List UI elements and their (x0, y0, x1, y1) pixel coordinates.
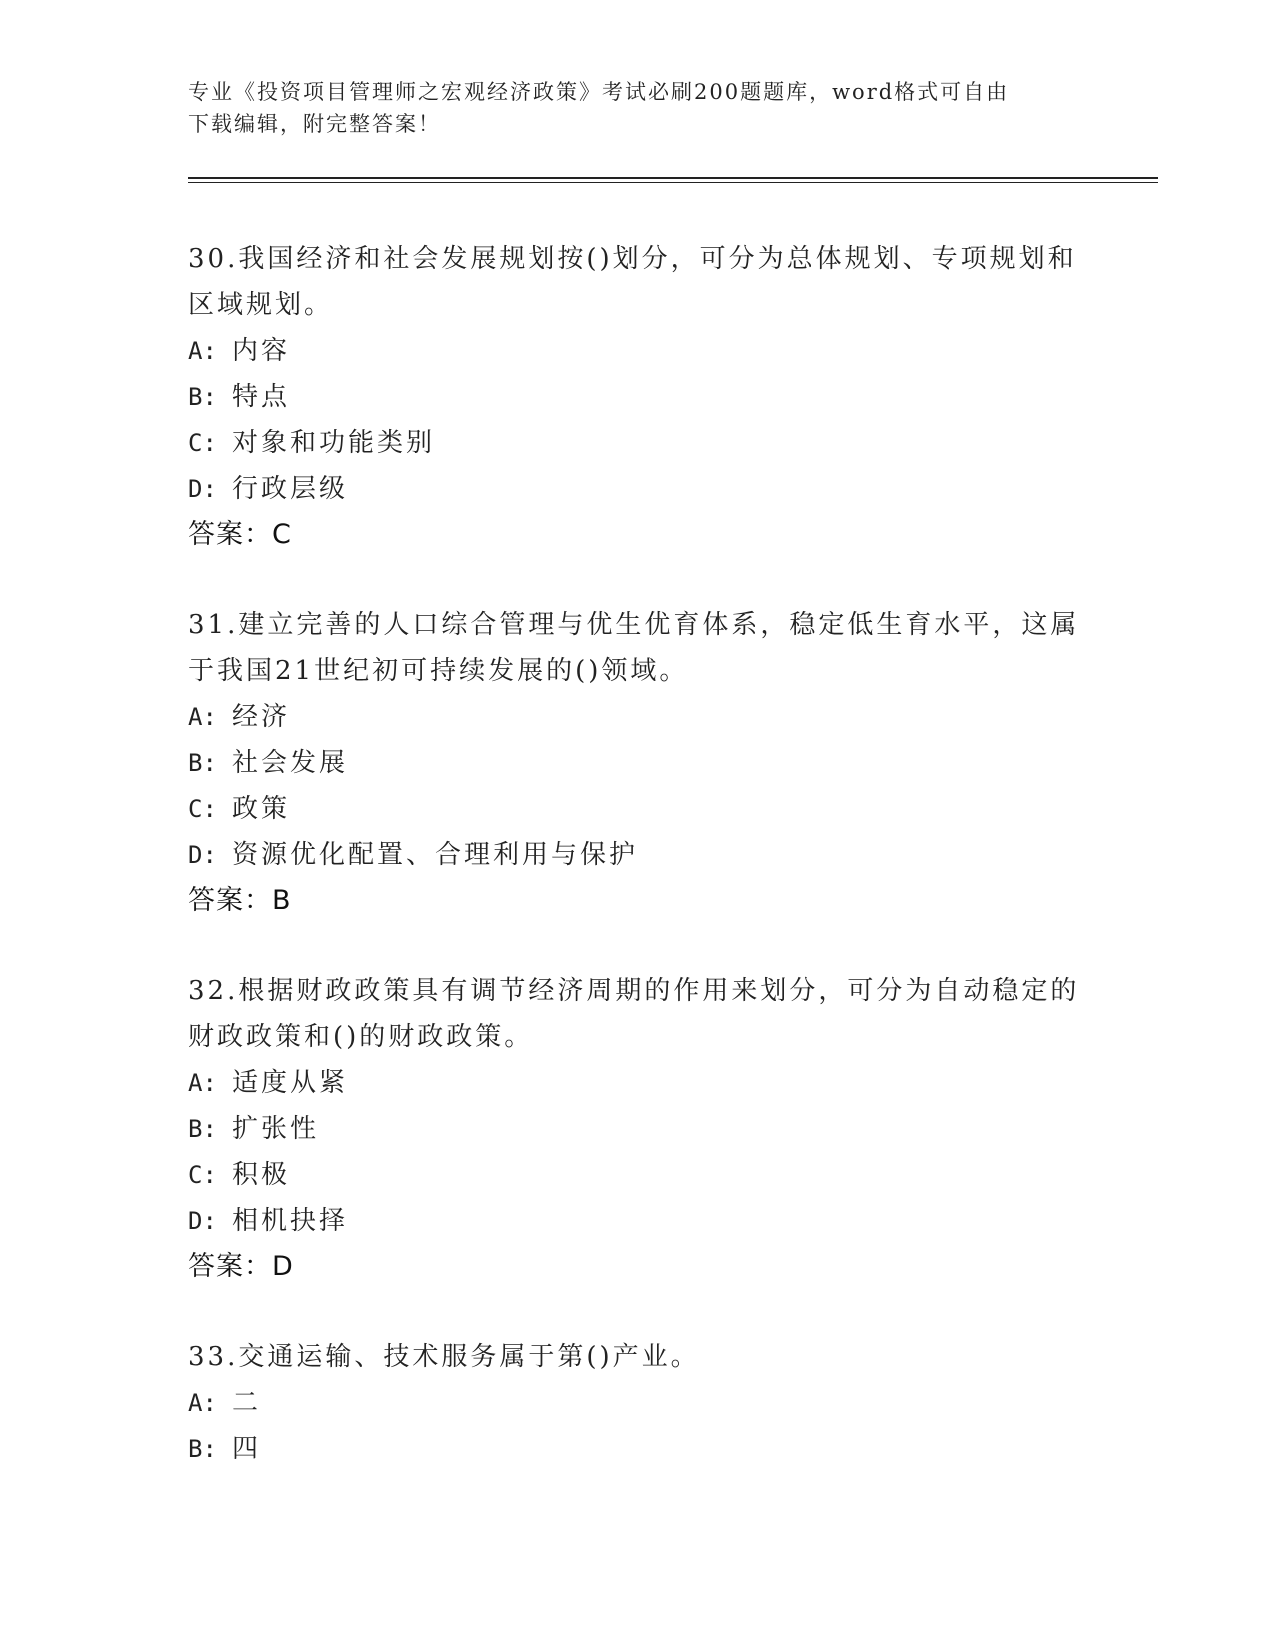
option-text: 特点 (232, 382, 291, 412)
question-stem-line-2: 区域规划。 (188, 290, 334, 320)
question-stem (188, 602, 1088, 694)
option-text: 资源优化配置、合理利用与保护 (232, 840, 639, 870)
option-letter: A: (188, 703, 217, 731)
option-text: 相机抉择 (232, 1206, 349, 1236)
option-text: 行政层级 (232, 474, 349, 504)
option-letter: C: (188, 795, 217, 823)
header-line-1: 专业《投资项目管理师之宏观经济政策》考试必刷200题题库，word格式可自由 (188, 80, 1010, 104)
question-stem (188, 968, 1088, 1060)
question-stem-line-2: 财政政策和()的财政政策。 (188, 1022, 534, 1052)
question-32 (188, 968, 1088, 1290)
option-letter: A: (188, 1069, 217, 1097)
document-header (188, 76, 1068, 140)
option-text: 四 (232, 1434, 262, 1464)
header-divider-thick (188, 177, 1158, 179)
option-text: 经济 (232, 702, 291, 732)
option-letter: B: (188, 1435, 217, 1463)
option-c (188, 1152, 1088, 1198)
option-a (188, 1060, 1088, 1106)
answer-label: 答案：D (188, 1251, 294, 1282)
answer-label: 答案：C (188, 519, 292, 550)
option-text: 积极 (232, 1160, 291, 1190)
header-line-2: 下载编辑，附完整答案！ (188, 112, 441, 136)
question-stem-line-1: 30.我国经济和社会发展规划按()划分，可分为总体规划、专项规划和 (188, 244, 1077, 274)
option-letter: A: (188, 337, 217, 365)
option-letter: D: (188, 1207, 217, 1235)
option-b (188, 740, 1088, 786)
question-list (188, 236, 1088, 1516)
option-d (188, 832, 1088, 878)
option-a (188, 1380, 1088, 1426)
option-letter: B: (188, 749, 217, 777)
answer-label: 答案：B (188, 885, 292, 916)
option-b (188, 1426, 1088, 1472)
question-stem-line-1: 32.根据财政政策具有调节经济周期的作用来划分，可分为自动稳定的 (188, 976, 1080, 1006)
question-stem-line-1: 31.建立完善的人口综合管理与优生优育体系，稳定低生育水平，这属 (188, 610, 1080, 640)
option-letter: A: (188, 1389, 217, 1417)
option-letter: D: (188, 475, 217, 503)
option-d (188, 1198, 1088, 1244)
option-text: 扩张性 (232, 1114, 320, 1144)
option-text: 适度从紧 (232, 1068, 349, 1098)
option-c (188, 786, 1088, 832)
option-text: 二 (232, 1388, 262, 1418)
question-33 (188, 1334, 1088, 1472)
option-a (188, 328, 1088, 374)
option-letter: C: (188, 1161, 217, 1189)
option-letter: B: (188, 383, 217, 411)
question-31 (188, 602, 1088, 924)
option-letter: B: (188, 1115, 217, 1143)
option-d (188, 466, 1088, 512)
option-b (188, 1106, 1088, 1152)
header-divider-thin (188, 182, 1158, 183)
option-text: 对象和功能类别 (232, 428, 436, 458)
question-stem (188, 1334, 1088, 1380)
option-letter: D: (188, 841, 217, 869)
question-stem-line-2: 于我国21世纪初可持续发展的()领域。 (188, 656, 689, 686)
option-text: 内容 (232, 336, 291, 366)
option-b (188, 374, 1088, 420)
question-30 (188, 236, 1088, 558)
option-text: 政策 (232, 794, 291, 824)
option-c (188, 420, 1088, 466)
question-stem-line-1: 33.交通运输、技术服务属于第()产业。 (188, 1342, 700, 1372)
option-a (188, 694, 1088, 740)
option-letter: C: (188, 429, 217, 457)
question-stem (188, 236, 1088, 328)
option-text: 社会发展 (232, 748, 349, 778)
